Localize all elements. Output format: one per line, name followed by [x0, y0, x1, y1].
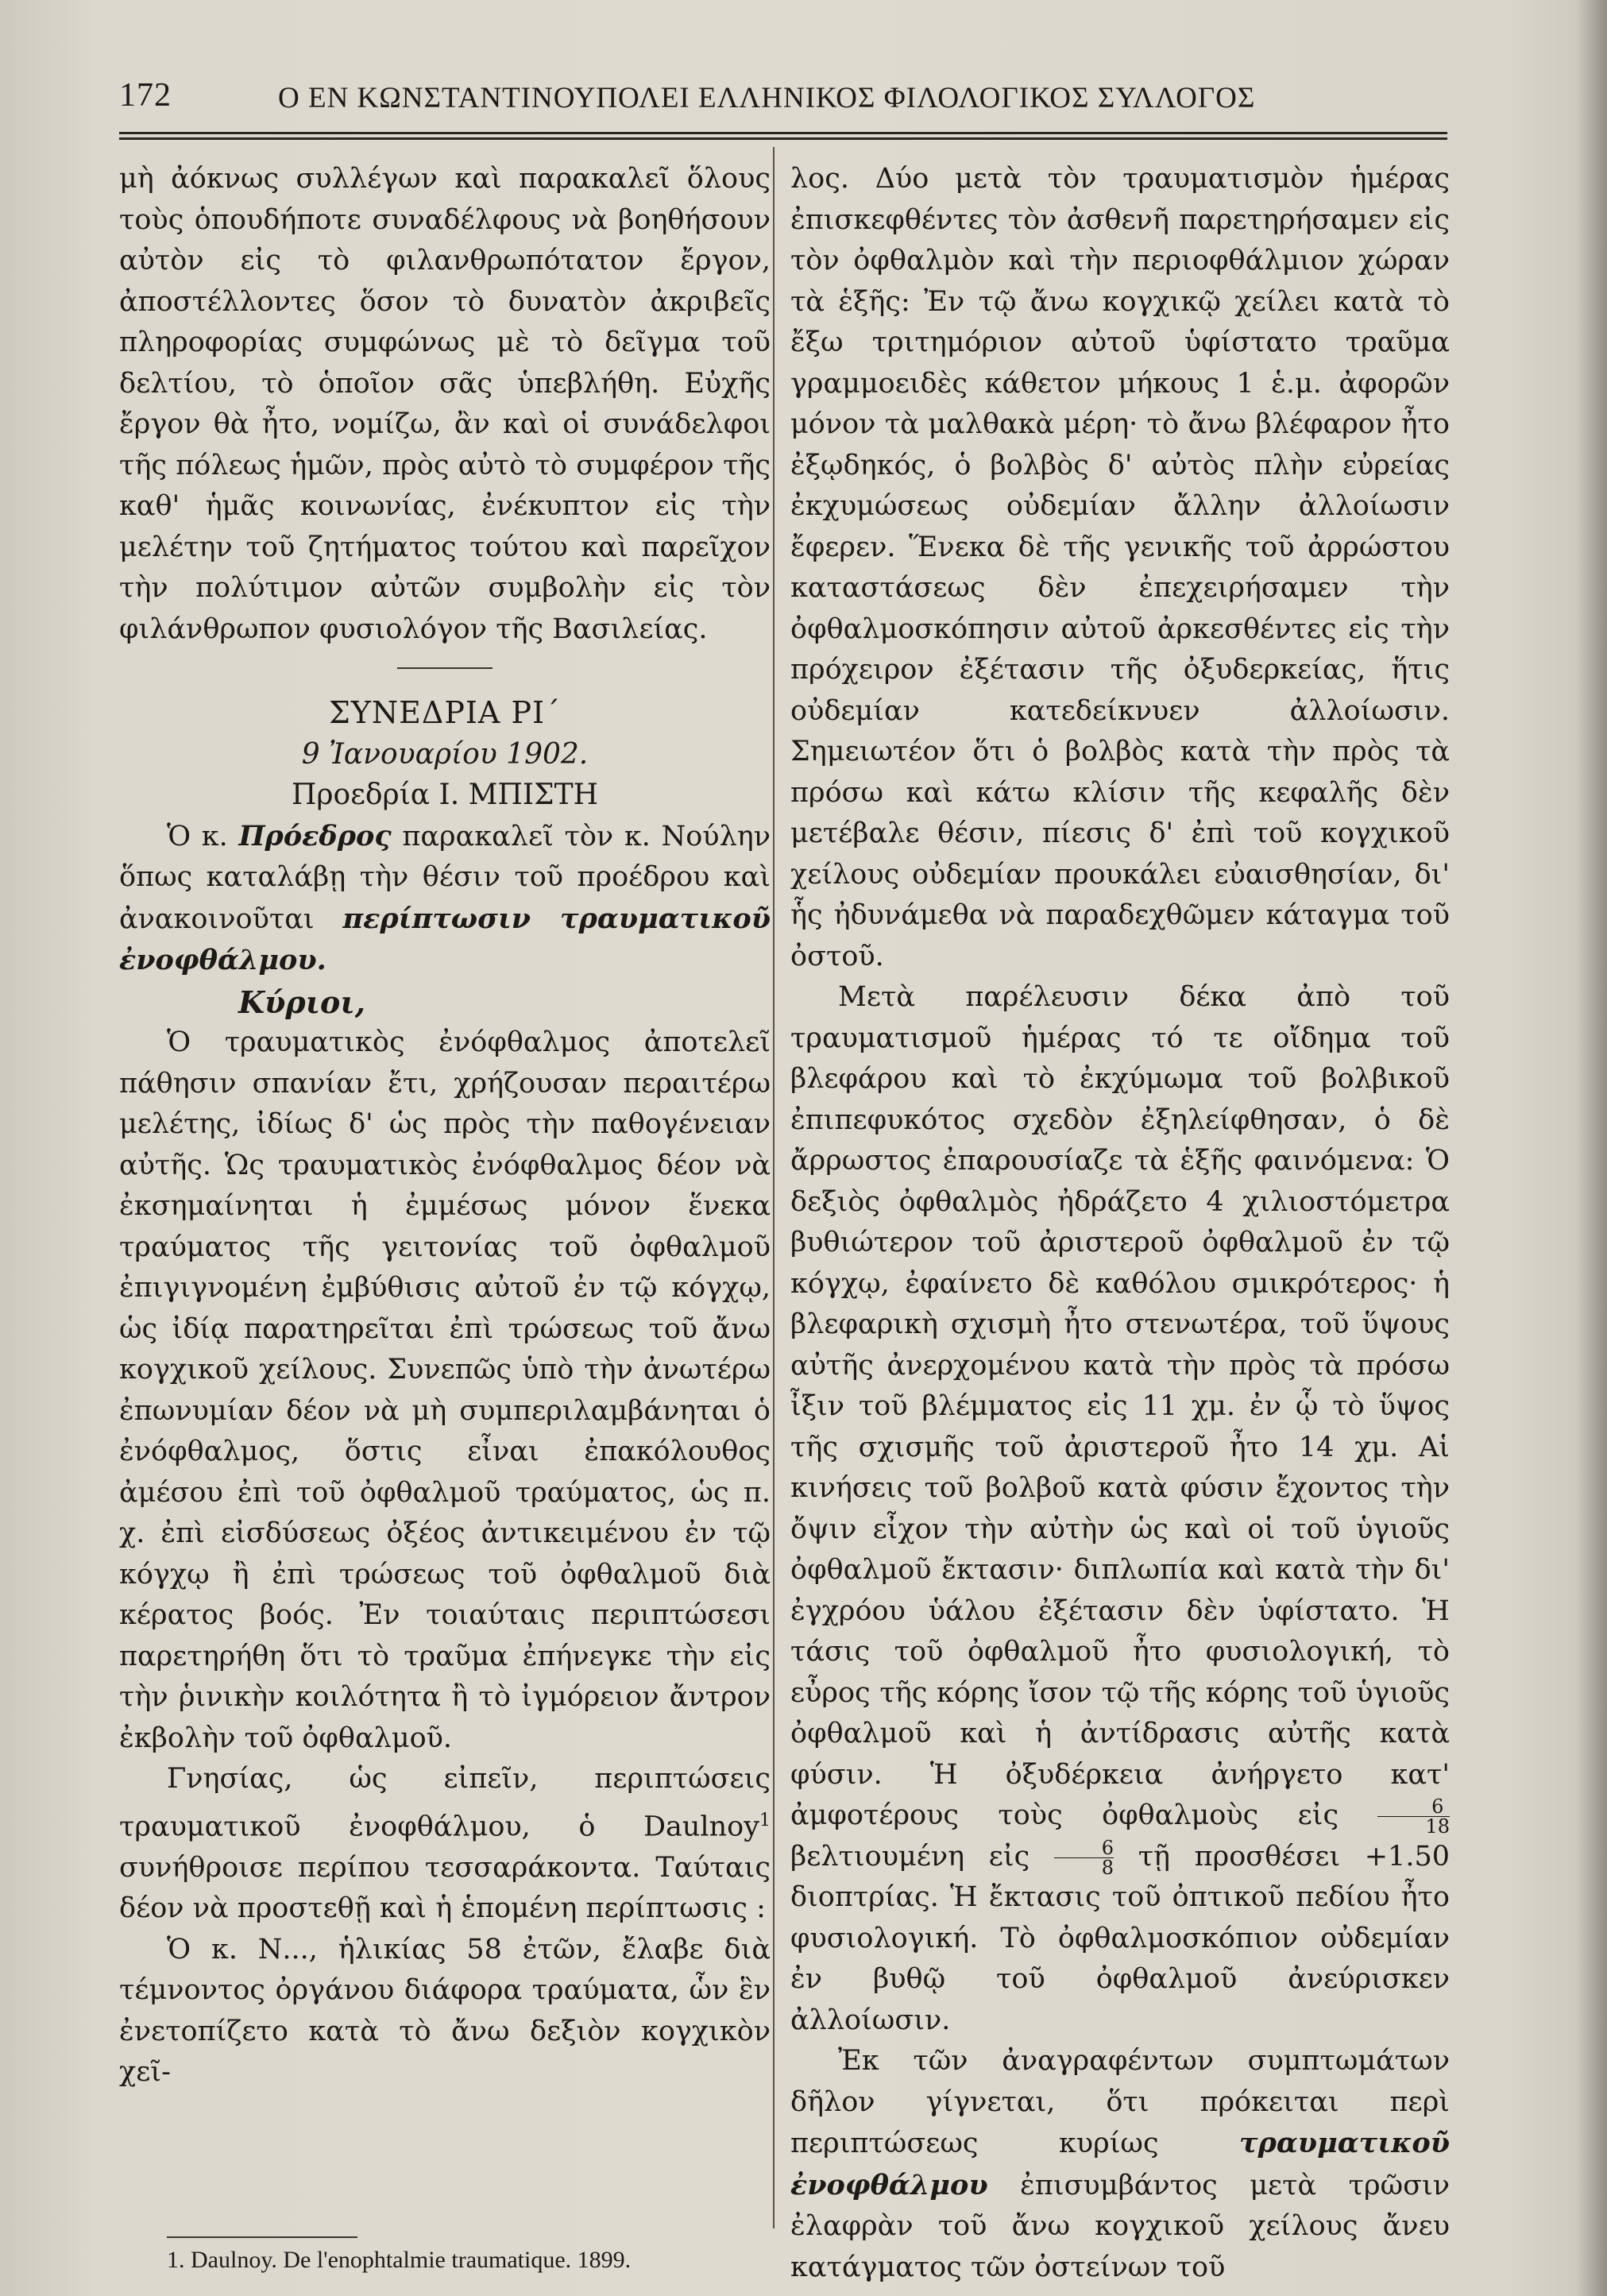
fraction-numerator: 6	[1054, 1838, 1114, 1858]
author-name: Daulnoy	[643, 1811, 759, 1843]
text-run: συνήθροισε περίπου τεσσαράκοντα. Ταύταις δέον νὰ προστεθῇ καὶ ἡ ἑπομένη περίπτωσις :	[119, 1851, 771, 1925]
running-title: Ο ΕΝ ΚΩΝΣΤΑΝΤΙΝΟΥΠΟΛΕΙ ΕΛΛΗΝΙΚΟΣ ΦΙΛΟΛΟΓΙΚΟΣ ΣΥΛΛΟΓΟΣ	[278, 82, 1256, 114]
fraction	[1377, 1797, 1450, 1836]
fraction	[1054, 1838, 1114, 1877]
session-heading: ΣΥΝΕΔΡΙΑ ΡΙ΄	[328, 695, 562, 730]
paragraph-conclusion	[790, 2041, 1450, 2288]
fraction-denominator: 8	[1101, 1856, 1114, 1879]
president-title: Πρόεδρος	[238, 819, 392, 852]
fraction-denominator: 18	[1425, 1815, 1450, 1838]
footnote-rule	[167, 2236, 357, 2238]
session-date: 9 Ἰανουαρίου 1902.	[301, 737, 589, 771]
intro-text: Ὁ κ.	[167, 820, 239, 852]
footnote: 1. Daulnoy. De l'enophtalmie traumatique. 1899.	[167, 2247, 632, 2273]
text-run: Μετὰ παρέλευσιν δέκα ἀπὸ τοῦ τραυματισμοῦ ἡμέρας τό τε οἴδημα τοῦ βλεφάρου καὶ τὸ ἐκχύμωμα τοῦ βολβικοῦ ἐπιπεφυκότος σχεδὸν ἐξηλείφθησαν, ὁ δὲ ἄρρωστος ἐπαρουσίαζε τὰ ἑξῆς φαινόμενα: Ὁ δεξιὸς ὀφθαλμὸς ἠδράζετο 4 χιλιοστόμετρα βυθιώτερον τοῦ ἀριστεροῦ ὀφθαλμοῦ ἐν τῷ κόγχῳ, ἐφαίνετο δὲ καθόλου σμικρότερος· ἡ βλεφαρικὴ σχισμὴ ἦτο στενωτέρα, τοῦ ὕψους αὐτῆς ἀνερχομένου κατὰ τὴν πρὸς τὰ πρόσω ἶξιν τοῦ βλέμματος εἰς 11 χμ. ἐν ᾧ τὸ ὕψος τῆς σχισμῆς τοῦ ἀριστεροῦ ἦτο 14 χμ. Αἱ κινήσεις τοῦ βολβοῦ κατὰ φύσιν ἔχοντος τὴν ὄψιν εἶχον τὴν αὐτὴν ὡς καὶ οἱ τοῦ ὑγιοῦς ὀφθαλμοῦ ἔκτασιν· διπλωπία καὶ κατὰ τὴν δι' ἐγχρόου ὑάλου ἐξέτασιν δὲν ὑφίστατο. Ἡ τάσις τοῦ ὀφθαλμοῦ ἦτο φυσιολογική, τὸ εὖρος τῆς κόρης ἴσον τῷ τῆς κόρης τοῦ ὑγιοῦς ὀφθαλμοῦ καὶ ἡ ἀντίδρασις αὐτῆς κατὰ φύσιν. Ἡ ὀξυδέρκεια ἀνήργετο κατ' ἀμφοτέρους τοὺς ὀφθαλμοὺς εἰς	[790, 981, 1450, 1831]
right-column	[790, 159, 1450, 2288]
presidency-line: Προεδρία Ι. ΜΠΙΣΤΗ	[291, 779, 599, 811]
paragraph: Ὁ τραυματικὸς ἐνόφθαλμος ἀποτελεῖ πάθησιν σπανίαν ἔτι, χρήζουσαν περαιτέρω μελέτης, ἰδίως δ' ὡς πρὸς τὴν παθογένειαν αὐτῆς. Ὡς τραυματικὸς ἐνόφθαλμος δέον νὰ ἐκσημαίνηται ἡ ἐμμέσως μόνον ἕνεκα τραύματος τῆς γειτονίας τοῦ ὀφθαλμοῦ ἐπιγιγνομένη ἐμβύθισις αὐτοῦ ἐν τῷ κόγχῳ, ὡς ἰδίᾳ παρατηρεῖται ἐπὶ τρώσεως τοῦ ἄνω κογχικοῦ χείλους. Συνεπῶς ὑπὸ τὴν ἀνωτέρω ἐπωνυμίαν δέον νὰ μὴ συμπεριλαμβάνηται ὁ ἐνόφθαλμος, ὅστις εἶναι ἐπακόλουθος ἀμέσου ἐπὶ τοῦ ὀφθαλμοῦ τραύματος, ὡς π. χ. ἐπὶ εἰσδύσεως ὀξέος ἀντικειμένου ἐν τῷ κόγχῳ ἢ ἐπὶ τρώσεως τοῦ ὀφθαλμοῦ διὰ κέρατος βοός. Ἐν τοιαύταις περιπτώσεσι παρετηρήθη ὅτι τὸ τραῦμα ἐπήνεγκε τὴν εἰς τὴν ῥινικὴν κοιλότητα ἢ τὸ ἰγμόρειον ἄντρον ἐκβολὴν τοῦ ὀφθαλμοῦ.	[119, 1026, 771, 1754]
text-run: ἐπισυμβάντος μετὰ τρῶσιν ἐλαφρὰν τοῦ ἄνω κογχικοῦ χείλους ἄνευ κατάγματος τῶν ὀστείνων τοῦ	[790, 2169, 1450, 2283]
salutation: Κύριοι,	[238, 984, 366, 1020]
header-rule-top	[119, 132, 1447, 134]
text-run: τῇ προσθέσει +1.50 διοπτρίας. Ἡ ἔκτασις τοῦ ὀπτικοῦ πεδίου ἦτο φυσιολογική. Τὸ ὀφθαλμοσκόπιον οὐδεμίαν ἐν βυθῷ τοῦ ὀφθαλμοῦ ἀνεύρισκεν ἀλλοίωσιν.	[790, 1840, 1450, 2036]
paragraph: μὴ ἀόκνως συλλέγων καὶ παρακαλεῖ ὅλους τοὺς ὁπουδήποτε συναδέλφους νὰ βοηθήσουν αὐτὸν εἰς τὸ φιλανθρωπότατον ἔργον, ἀποστέλλοντες ὅσον τὸ δυνατὸν ἀκριβεῖς πληροφορίας συμφώνως μὲ τὸ δεῖγμα τοῦ δελτίου, τὸ ὁποῖον σᾶς ὑπεβλήθη. Εὐχῆς ἔργον θὰ ἦτο, νομίζω, ἂν καὶ οἱ συνάδελφοι τῆς πόλεως ἡμῶν, πρὸς αὐτὸ τὸ συμφέρον τῆς καθ' ἡμᾶς κοινωνίας, ἐνέκυπτον εἰς τὴν μελέτην τοῦ ζητήματος τούτου καὶ παρεῖχον τὴν πολύτιμον αὐτῶν συμβολὴν εἰς τὸν φιλάνθρωπον φυσιολόγον τῆς Βασιλείας.	[119, 163, 771, 645]
paragraph: Ὁ κ. Ν..., ἡλικίας 58 ἐτῶν, ἔλαβε διὰ τέμνοντος ὀργάνου διάφορα τραύματα, ὧν ἓν ἐνετοπίζετο κατὰ τὸ ἄνω δεξιὸν κογχικὸν χεῖ-	[119, 1933, 771, 2089]
paragraph-findings	[790, 977, 1450, 2041]
paragraph-daulnoy	[119, 1759, 771, 1930]
text-run: Γνησίας, ὡς εἰπεῖν, περιπτώσεις τραυματικοῦ ἐνοφθάλμου, ὁ	[119, 1763, 771, 1843]
running-header	[119, 76, 1454, 124]
section-rule	[397, 667, 493, 669]
text-run: Ἐκ τῶν ἀναγραφέντων συμπτωμάτων δῆλον γίγνεται, ὅτι πρόκειται περὶ περιπτώσεως κυρίως	[790, 2045, 1450, 2159]
column-divider	[773, 147, 775, 2228]
paragraph: λος. Δύο μετὰ τὸν τραυματισμὸν ἡμέρας ἐπισκεφθέντες τὸν ἀσθενῆ παρετηρήσαμεν εἰς τὸν ὀφθαλμὸν καὶ τὴν περιοφθάλμιον χώραν τὰ ἑξῆς: Ἐν τῷ ἄνω κογχικῷ χείλει κατὰ τὸ ἔξω τριτημόριον αὐτοῦ ὑφίστατο τραῦμα γραμμοειδὲς κάθετον μήκους 1 ἑ.μ. ἀφορῶν μόνον τὰ μαλθακὰ μέρη· τὸ ἄνω βλέφαρον ἦτο ἐξῳδηκός, ὁ βολβὸς δ' αὐτὸς πλὴν εὐρείας ἐκχυμώσεως οὐδεμίαν ἄλλην ἀλλοίωσιν ἔφερεν. Ἕνεκα δὲ τῆς γενικῆς τοῦ ἀρρώστου καταστάσεως δὲν ἐπεχειρήσαμεν τὴν ὀφθαλμοσκόπησιν αὐτοῦ ἀρκεσθέντες εἰς τὴν πρόχειρον ἐξέτασιν τῆς ὀξυδερκείας, ἥτις οὐδεμίαν κατεδείκνυεν ἀλλοίωσιν. Σημειωτέον ὅτι ὁ βολβὸς κατὰ τὴν πρὸς τὰ πρόσω καὶ κάτω κλίσιν τῆς κεφαλῆς δὲν μετέβαλε θέσιν, πίεσις δ' ἐπὶ τοῦ κογχικοῦ χείλους οὐδεμίαν προυκάλει εὐαισθησίαν, δι' ἧς ἠδυνάμεθα νὰ παραδεχθῶμεν κάταγμα τοῦ ὀστοῦ.	[790, 163, 1450, 972]
text-run: βελτιουμένη εἰς	[790, 1840, 1054, 1873]
intro-text-cont: παρακαλεῖ τὸν κ. Νούλην ὅπως καταλάβῃ τὴν θέσιν τοῦ προέδρου καὶ ἀνακοινοῦται	[119, 820, 771, 935]
footnote-marker: 1	[759, 1810, 771, 1830]
emphasis-term: τραυματικοῦ ἐνοφθάλμου	[790, 2127, 1450, 2201]
header-rule-bottom	[119, 137, 1447, 140]
session-intro	[119, 816, 771, 982]
page-number: 172	[119, 77, 172, 114]
left-column	[119, 159, 771, 2093]
page-edge-shadow	[1575, 0, 1607, 2296]
fraction-numerator: 6	[1377, 1797, 1450, 1817]
communication-title: περίπτωσιν τραυματικοῦ ἐνοφθάλμου.	[119, 902, 771, 976]
